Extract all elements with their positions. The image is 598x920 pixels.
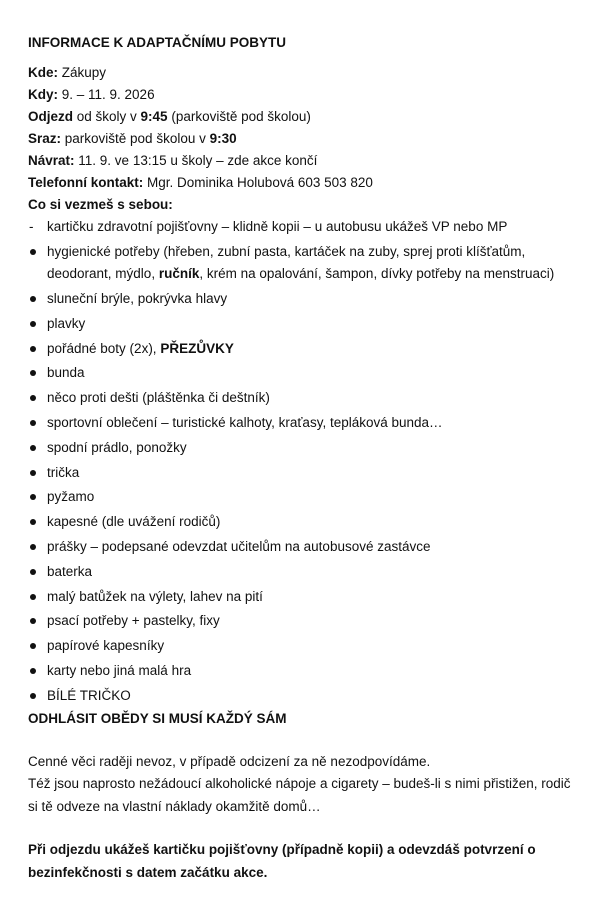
info-telefon xyxy=(28,172,578,194)
list-item-text: , krém na opalování, šampon, dívky potřeby na menstruaci) xyxy=(199,266,555,282)
vezmes-label: Co si vezmeš s sebou: xyxy=(28,197,173,212)
list-item-text: trička xyxy=(47,464,80,480)
list-item-text: sportovní oblečení – turistické kalhoty, kraťasy, tepláková bunda… xyxy=(47,415,443,431)
list-item xyxy=(28,660,578,683)
bullet-icon xyxy=(28,486,40,509)
list-item xyxy=(28,462,578,485)
bullet-icon xyxy=(28,362,40,385)
notes-block xyxy=(28,751,578,819)
sraz-label: Sraz: xyxy=(28,131,62,146)
list-item xyxy=(28,412,578,435)
kdy-value: 9. – 11. 9. 2026 xyxy=(58,87,155,102)
list-item xyxy=(28,610,578,633)
list-item-bold-text: PŘEZŮVKY xyxy=(160,340,234,356)
bullet-icon xyxy=(28,437,40,460)
list-item xyxy=(28,635,578,658)
odjezd-post: (parkoviště pod školou) xyxy=(167,109,311,124)
kdy-label: Kdy: xyxy=(28,87,58,102)
list-item xyxy=(28,338,578,361)
list-item-text: bunda xyxy=(47,365,85,381)
bullet-icon xyxy=(28,338,40,361)
list-item xyxy=(28,511,578,534)
telefon-value: Mgr. Dominika Holubová 603 503 820 xyxy=(143,175,373,190)
info-vezmes xyxy=(28,194,578,216)
list-item xyxy=(28,387,578,410)
list-item-text: kartičku zdravotní pojišťovny – klidně kopii – u autobusu ukážeš VP nebo MP xyxy=(47,219,508,234)
sraz-pre: parkoviště pod školou v xyxy=(61,131,210,146)
list-item-text: hygienické potřeby (hřeben, zubní pasta, kartáček na zuby, sprej proti klíšťatům, deodorant, mýdlo, xyxy=(47,243,526,282)
navrat-value: 11. 9. ve 13:15 u školy – zde akce končí xyxy=(74,153,318,168)
info-odjezd xyxy=(28,106,578,128)
list-item-text: papírové kapesníky xyxy=(47,638,165,654)
list-item-text: něco proti dešti (pláštěnka či deštník) xyxy=(47,390,270,406)
packing-list xyxy=(28,216,578,707)
bullet-icon xyxy=(28,635,40,658)
list-item xyxy=(28,561,578,584)
bullet-icon xyxy=(28,511,40,534)
list-item-bold-text: ručník xyxy=(158,266,200,282)
bullet-icon xyxy=(28,387,40,410)
list-item xyxy=(28,685,578,708)
kde-value: Zákupy xyxy=(58,65,107,80)
document-title: INFORMACE K ADAPTAČNÍMU POBYTU xyxy=(28,35,286,50)
list-item xyxy=(28,437,578,460)
bullet-icon xyxy=(28,462,40,485)
bullet-icon xyxy=(28,313,40,336)
list-item-text: baterka xyxy=(47,563,93,579)
list-item-text: karty nebo jiná malá hra xyxy=(47,663,192,679)
final-instruction: Při odjezdu ukážeš kartičku pojišťovny (případně kopii) a odevzdáš potvrzení o bezinfekčnosti s datem začátku akce. xyxy=(28,842,536,881)
list-item-text: kapesné (dle uvážení rodičů) xyxy=(47,514,221,530)
list-item xyxy=(28,486,578,509)
list-item xyxy=(28,362,578,385)
odjezd-time: 9:45 xyxy=(140,109,168,124)
lunch-warning: ODHLÁSIT OBĚDY SI MUSÍ KAŽDÝ SÁM xyxy=(28,710,287,726)
odjezd-pre: od školy v xyxy=(73,109,141,124)
document-page xyxy=(28,32,578,885)
bullet-icon xyxy=(28,586,40,609)
bullet-icon xyxy=(28,412,40,435)
bullet-icon xyxy=(28,561,40,584)
list-item-text: prášky – podepsané odevzdat učitelům na autobusové zastávce xyxy=(47,539,431,555)
info-kde xyxy=(28,62,578,84)
bullet-icon xyxy=(28,241,40,264)
list-item xyxy=(28,288,578,311)
list-item-text: psací potřeby + pastelky, fixy xyxy=(47,613,220,629)
list-item xyxy=(28,216,578,239)
navrat-label: Návrat: xyxy=(28,153,75,168)
list-item-text: BÍLÉ TRIČKO xyxy=(47,687,131,703)
list-item xyxy=(28,313,578,336)
list-item xyxy=(28,536,578,559)
note-valuables: Cenné věci raději nevoz, v případě odcizení za ně nezodpovídáme. xyxy=(28,753,431,769)
sraz-time: 9:30 xyxy=(209,131,237,146)
info-sraz xyxy=(28,128,578,150)
list-item-text: plavky xyxy=(47,315,86,331)
bullet-icon xyxy=(28,288,40,311)
odjezd-label: Odjezd xyxy=(28,109,74,124)
list-item-text: malý batůžek na výlety, lahev na pití xyxy=(47,588,263,604)
bullet-icon xyxy=(28,536,40,559)
list-item-text: pořádné boty (2x), xyxy=(47,340,161,356)
bullet-icon xyxy=(28,660,40,683)
list-item-text: pyžamo xyxy=(47,489,95,505)
note-alcohol: Též jsou naprosto nežádoucí alkoholické nápoje a cigarety – budeš-li s nimi přistižen, rodič si tě odveze na vlastní náklady okamžitě domů… xyxy=(28,776,571,814)
bullet-icon xyxy=(28,685,40,708)
dash-bullet-icon xyxy=(28,216,40,239)
list-item-text: sluneční brýle, pokrývka hlavy xyxy=(47,291,228,307)
list-item-text: spodní prádlo, ponožky xyxy=(47,439,187,455)
info-navrat xyxy=(28,150,578,172)
telefon-label: Telefonní kontakt: xyxy=(28,175,144,190)
info-kdy xyxy=(28,84,578,106)
list-item xyxy=(28,586,578,609)
bullet-icon xyxy=(28,610,40,633)
kde-label: Kde: xyxy=(28,65,58,80)
list-item xyxy=(28,241,578,286)
